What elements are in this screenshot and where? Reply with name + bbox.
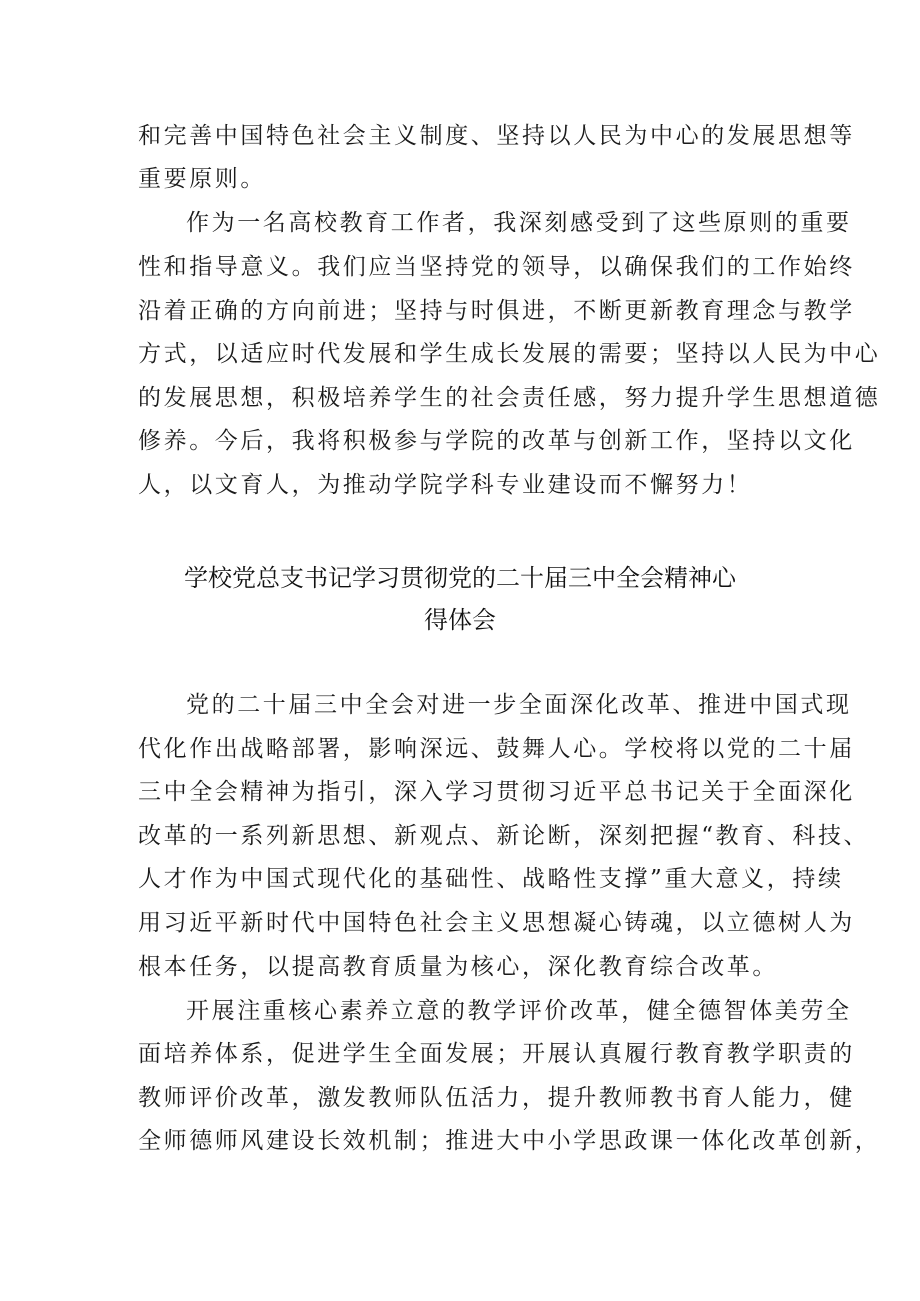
paragraph-line: 修养。今后，我将积极参与学院的改革与创新工作，坚持以文化 (138, 428, 855, 454)
paragraph-line: 教师评价改革，激发教师队伍活力，提升教师教书育人能力，健 (138, 1085, 855, 1111)
paragraph-line: 三中全会精神为指引，深入学习贯彻习近平总书记关于全面深化 (138, 779, 855, 805)
article-title-continued: 得体会 (424, 606, 496, 634)
article-title: 学校党总支书记学习贯彻党的二十届三中全会精神心 (184, 564, 736, 592)
paragraph-line: 改革的一系列新思想、新观点、新论断，深刻把握“教育、科技、 (138, 823, 870, 849)
paragraph-line: 重要原则。 (138, 166, 266, 192)
paragraph-line: 方式，以适应时代发展和学生成长发展的需要；坚持以人民为中心 (138, 341, 881, 367)
paragraph-line: 沿着正确的方向前进；坚持与时俱进，不断更新教育理念与教学 (138, 298, 855, 324)
paragraph-line: 作为一名高校教育工作者，我深刻感受到了这些原则的重要 (186, 210, 852, 236)
paragraph-line: 人才作为中国式现代化的基础性、战略性支撑”重大意义，持续 (138, 866, 844, 892)
paragraph-line: 人，以文育人，为推动学院学科专业建设而不懈努力！ (138, 472, 753, 498)
paragraph-line: 党的二十届三中全会对进一步全面深化改革、推进中国式现 (186, 692, 852, 718)
paragraph-line: 面培养体系，促进学生全面发展；开展认真履行教育教学职责的 (138, 1041, 855, 1067)
paragraph-line: 代化作出战略部署，影响深远、鼓舞人心。学校将以党的二十届 (138, 736, 855, 762)
paragraph-line: 性和指导意义。我们应当坚持党的领导，以确保我们的工作始终 (138, 254, 855, 280)
paragraph-line: 的发展思想，积极培养学生的社会责任感，努力提升学生思想道德 (138, 385, 881, 411)
paragraph-line: 用习近平新时代中国特色社会主义思想凝心铸魂，以立德树人为 (138, 910, 855, 936)
paragraph-line: 和完善中国特色社会主义制度、坚持以人民为中心的发展思想等 (138, 123, 855, 149)
paragraph-line: 开展注重核心素养立意的教学评价改革，健全德智体美劳全 (186, 998, 852, 1024)
paragraph-line: 根本任务，以提高教育质量为核心，深化教育综合改革。 (138, 954, 778, 980)
paragraph-line: 全师德师风建设长效机制；推进大中小学思政课一体化改革创新， (138, 1128, 881, 1154)
